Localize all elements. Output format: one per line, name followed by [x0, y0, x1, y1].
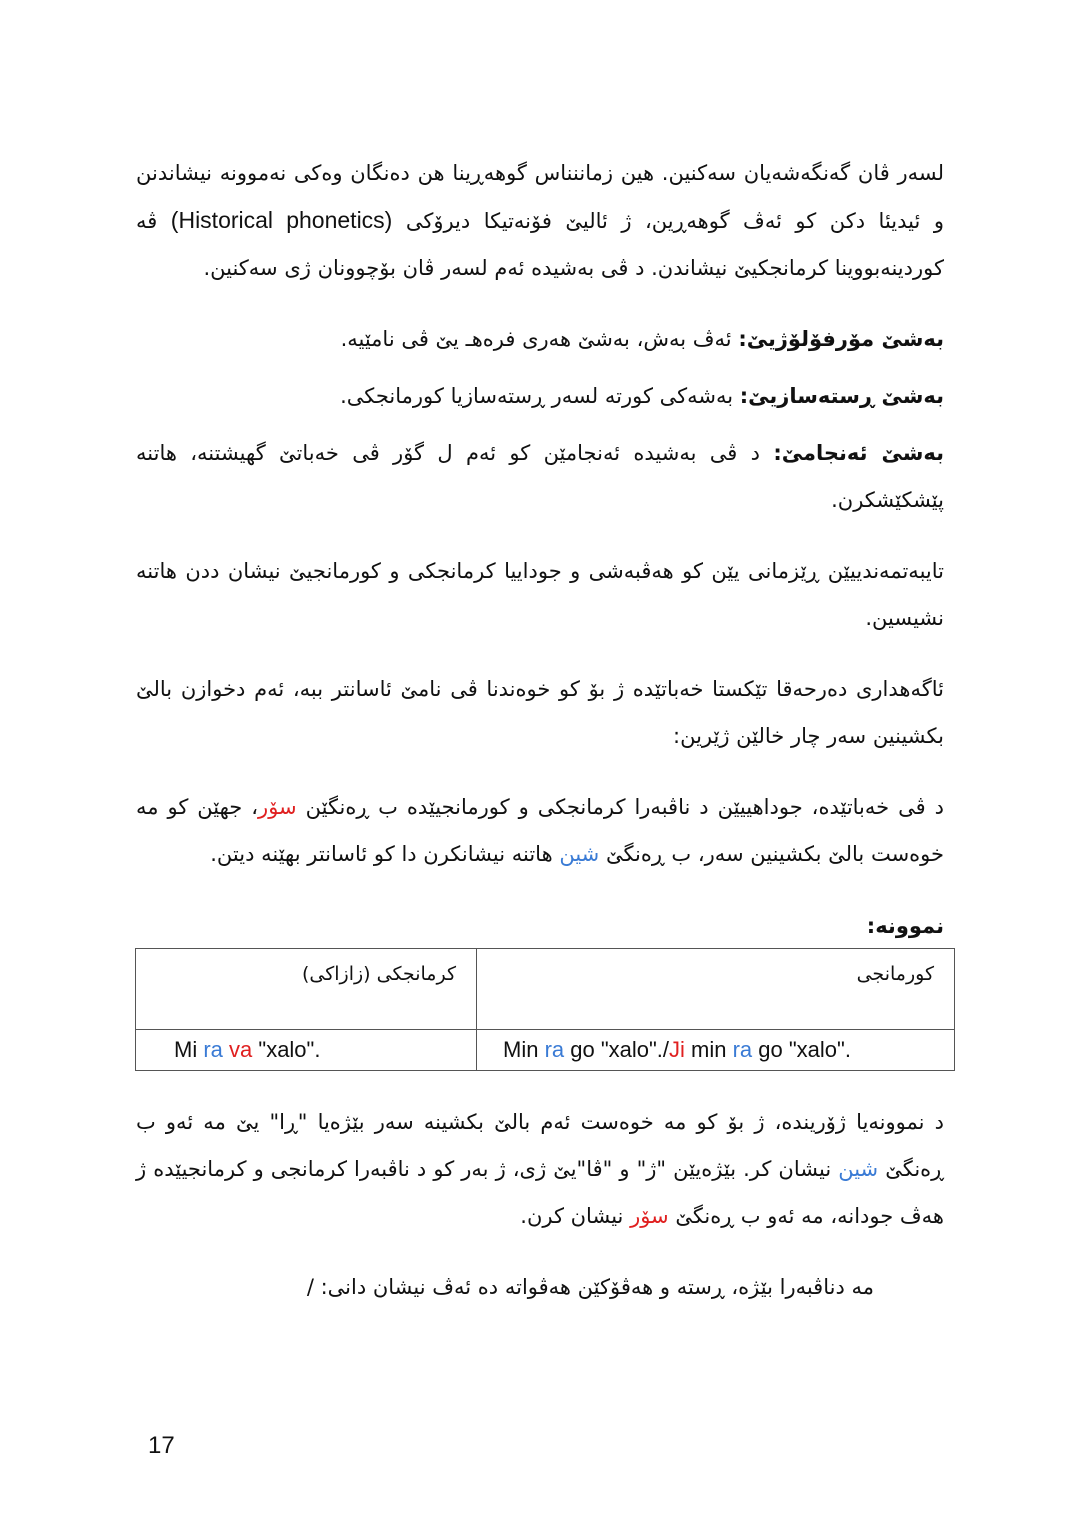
section-term: بەشێ مۆرفۆلۆژیێ:	[738, 327, 944, 351]
explain-blue-word: شین	[838, 1157, 879, 1181]
document-page	[136, 150, 944, 1311]
section-desc: ئەڤ بەش، بەشێ هەری فرەهـ یێ ڤی نامێیە.	[340, 327, 739, 351]
explain-text-c: نیشان کرن.	[520, 1204, 631, 1228]
kurmanji-part: Min	[503, 1037, 545, 1062]
legend-red-word: سۆر	[258, 795, 297, 819]
zazaki-blue-word: ra	[203, 1037, 223, 1062]
kurmanji-part: go "xalo".	[752, 1037, 851, 1062]
zazaki-red-word: va	[229, 1037, 253, 1062]
zazaki-part: Mi	[174, 1037, 204, 1062]
legend-text-c: هاتنە نیشانکرن دا کو ئاسانتر بهێنە دیتن.	[210, 842, 560, 866]
kurmanji-part: go "xalo"./	[564, 1037, 670, 1062]
kurmanji-red-word: Ji	[669, 1037, 685, 1062]
section-desc: د ڤی بەشیدە ئەنجامێن کو ئەم ل گۆر ڤی خەباتێ گهیشتنە، هاتنە پێشکێشکرن.	[136, 441, 944, 512]
section-term: بەشێ ئەنجامێ:	[773, 441, 944, 465]
section-desc: بەشەکی کورتە لسەر ڕستەسازیا کورمانجکی.	[340, 384, 740, 408]
section-term: بەشێ ڕستەسازیێ:	[739, 384, 944, 408]
page-number: 17	[148, 1432, 175, 1459]
section-syntax	[136, 373, 944, 420]
example-kurmanji	[477, 1030, 955, 1071]
legend-text-a: د ڤی خەباتێدە، جوداهییێن د ناڤبەرا کرمانجکی و کورمانجیێدە ب ڕەنگێن	[296, 795, 944, 819]
explain-text-a: د نموونەیا ژۆریندە، ژ بۆ کو مە خوەست ئەم بالێ بکشینە سەر بێژەیا "ڕا" یێ مە ئەو ب ڕەنگێ	[136, 1110, 944, 1181]
color-legend-paragraph	[136, 784, 944, 878]
intro-text: لسەر ڤان گەنگەشەیان سەکنین. هین زماننناس گوهەڕینا هن دەنگان وەکی نەموونە نیشاندنن و ئیدیئا دکن کو ئەڤ گوهەڕین، ژ ئالیێ فۆنەتیکا دیرۆکی	[136, 161, 944, 233]
intro-text-2: ڤە کوردینەبووینا کرمانجکیێ نیشاندن. د ڤی بەشیدە ئەم لسەر ڤان بۆچوونان ژی سەکنین.	[136, 209, 944, 280]
zazaki-part: "xalo".	[252, 1037, 321, 1062]
table-row	[136, 1030, 955, 1071]
header-zazaki: کرمانجکی (زازاکی)	[136, 949, 477, 1030]
example-explanation-paragraph	[136, 1099, 944, 1240]
kurmanji-part: min	[684, 1037, 733, 1062]
example-heading: نموونە:	[866, 914, 944, 938]
explain-red-word: سۆر	[630, 1204, 669, 1228]
grammar-paragraph: تایبەتمەندییێن ڕێزمانی یێن کو هەڤبەشی و جوداییا کرمانجکی و کورمانجیێ نیشان ددن هاتنە نشیسین.	[136, 559, 944, 630]
section-conclusion	[136, 430, 944, 524]
header-kurmanji: کورمانجی	[477, 949, 955, 1030]
kurmanji-blue-word: ra	[732, 1037, 753, 1062]
table-header-row	[136, 949, 955, 1030]
legend-blue-word: شین	[559, 842, 600, 866]
kurmanji-blue-word: ra	[544, 1037, 565, 1062]
explain-text-b: نیشان کر. بێژەیێن "ژ" و "ڤا"یێ ژی، ژ بەر کو د ناڤبەرا کرمانجی و کرمانجیێدە ژ هەڤ جودانە، مە ئەو ب ڕەنگێ	[136, 1157, 944, 1228]
intro-latin-term: (Historical phonetics)	[170, 207, 393, 233]
reading-note-paragraph: ئاگەهداری دەرحەقا تێکستا خەباتێدە ژ بۆ کو خوەندنا ڤی نامێ ئاسانتر ببە، ئەم دخوازن بالێ بکشینین سەر چار خالێن ژێرین:	[136, 677, 944, 748]
legend-text-b: ، جهێن کو مە خوەست بالێ بکشینین سەر، ب ڕەنگێ	[136, 795, 944, 866]
section-morphology	[136, 316, 944, 363]
example-table	[135, 948, 955, 1071]
synonym-note: مە دناڤبەرا بێژە، ڕستە و هەڤۆکێن هەڤواتە دە ئەڤ نیشان دانی: /	[306, 1275, 874, 1299]
example-zazaki	[136, 1030, 477, 1071]
intro-paragraph	[136, 150, 944, 292]
